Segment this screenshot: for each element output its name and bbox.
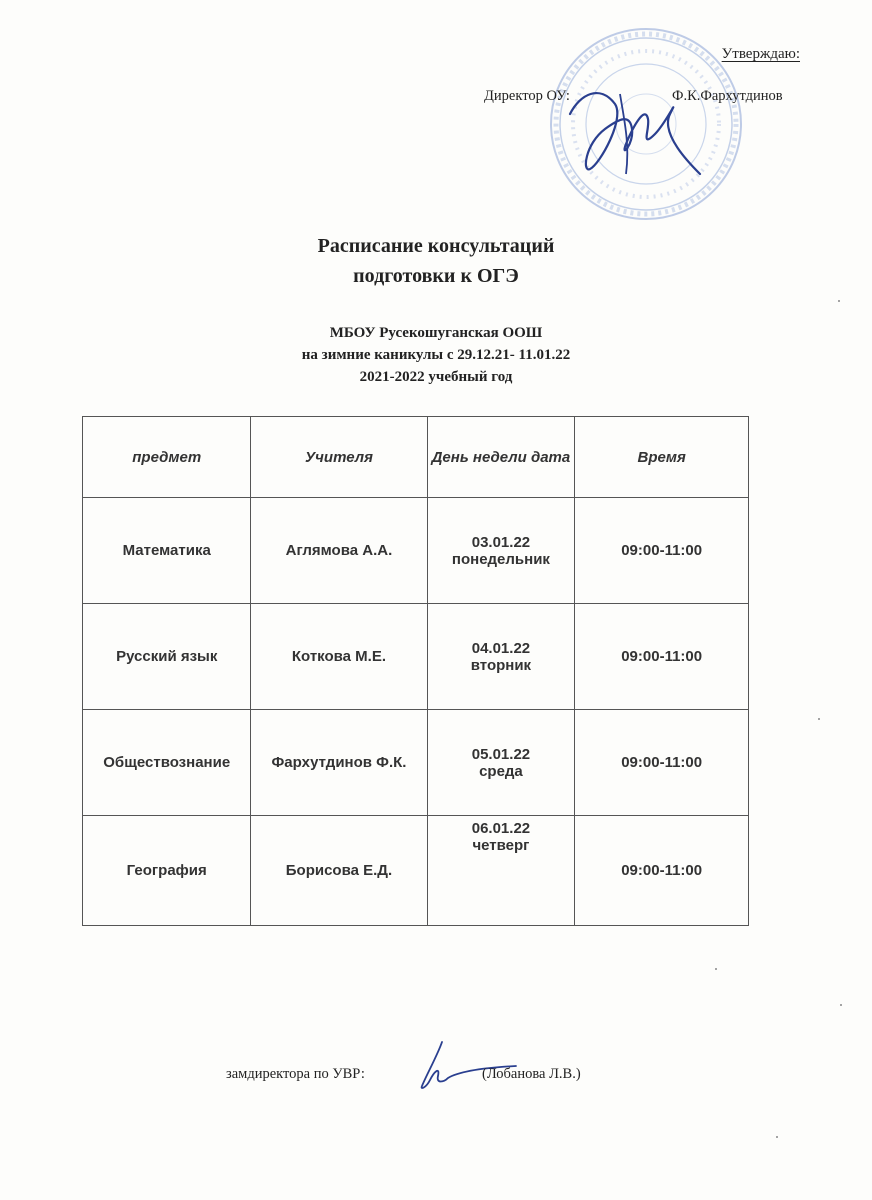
table-row [83,604,749,710]
teacher-cell: Аглямова А.А. [251,498,427,604]
scan-speck [838,300,840,302]
scan-speck [818,718,820,720]
table-row [83,816,749,926]
time-cell: 09:00-11:00 [575,710,749,816]
deputy-name: (Лобанова Л.В.) [482,1066,581,1082]
table-row [83,710,749,816]
weekday: среда [479,762,523,780]
scan-speck [776,1136,778,1138]
approval-header: Утверждаю: [721,46,800,62]
schedule-table [82,416,749,926]
scan-speck [715,968,717,970]
header-date: День недели дата [427,417,575,498]
weekday: вторник [470,656,532,674]
time-cell: 09:00-11:00 [575,498,749,604]
subject-cell: Обществознание [83,710,251,816]
subject-cell: География [83,816,251,926]
deputy-signature [408,1036,518,1092]
page-subtitle [0,322,872,388]
date-cell [427,604,575,710]
subject-cell: Русский язык [83,604,251,710]
weekday: понедельник [451,550,550,568]
date-cell [427,816,575,926]
period: на зимние каникулы с 29.12.21- 11.01.22 [301,347,571,363]
date-cell [427,710,575,816]
table-header-row [83,417,749,498]
director-name: Ф.К.Фархутдинов [672,88,783,104]
date: 03.01.22 [471,533,531,551]
scan-speck [840,1004,842,1006]
director-role: Директор ОУ: [484,88,570,104]
school-year: 2021-2022 учебный год [359,369,513,385]
page-title [0,231,872,291]
time-cell: 09:00-11:00 [575,604,749,710]
table-row [83,498,749,604]
weekday: четверг [472,837,530,854]
date: 06.01.22 [471,820,531,837]
header-teacher: Учителя [251,417,427,498]
header-subject: предмет [83,417,251,498]
date-cell [427,498,575,604]
title-line-1: Расписание консультаций [317,235,555,257]
school-name: МБОУ Русекошуганская ООШ [329,325,543,341]
subject-cell: Математика [83,498,251,604]
header-time: Время [575,417,749,498]
date: 04.01.22 [471,639,531,657]
date: 05.01.22 [471,745,531,763]
teacher-cell: Фархутдинов Ф.К. [251,710,427,816]
title-line-2: подготовки к ОГЭ [353,265,519,287]
teacher-cell: Борисова Е.Д. [251,816,427,926]
time-cell: 09:00-11:00 [575,816,749,926]
teacher-cell: Коткова М.Е. [251,604,427,710]
deputy-role: замдиректора по УВР: [226,1066,365,1082]
